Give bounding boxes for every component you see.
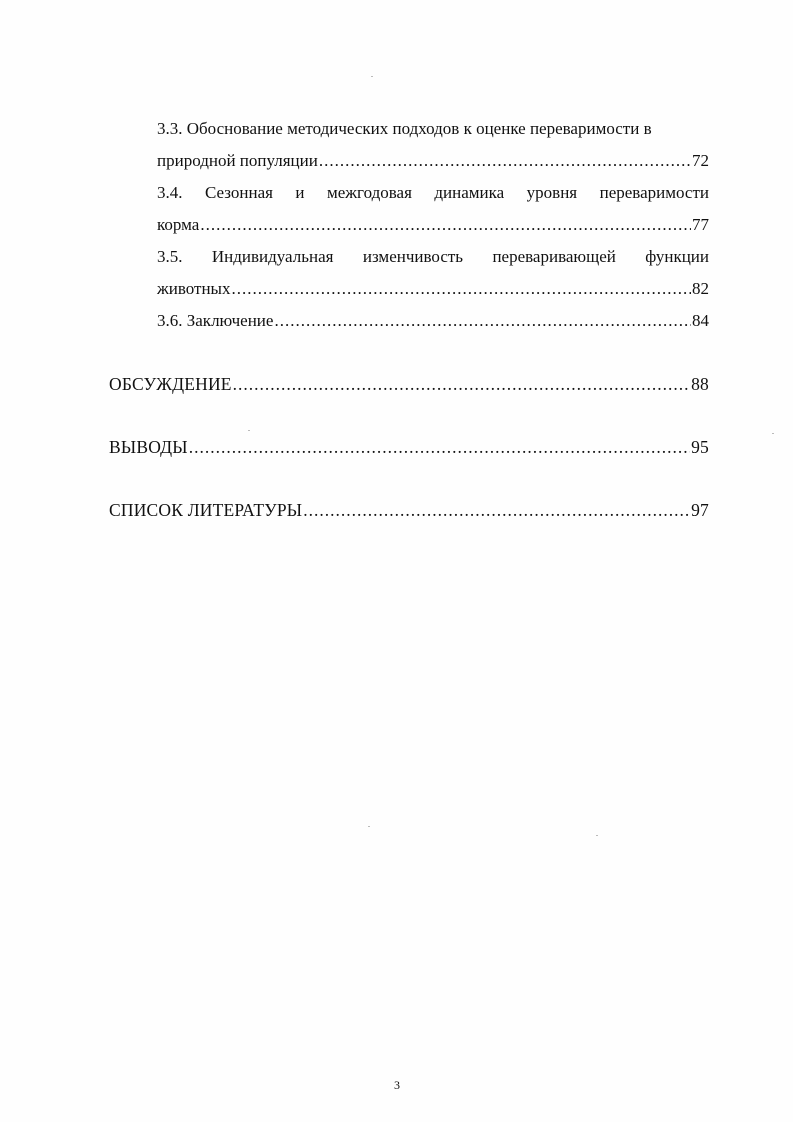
- toc-entry-3-5-line1: [157, 246, 709, 268]
- toc-entry-3-5-title-cont: животных: [157, 279, 231, 298]
- toc-entry-3-5-line2: [157, 278, 709, 300]
- toc-entry-3-3-title-cont: природной популяции: [157, 151, 318, 170]
- toc-entry-3-6-page: 84: [692, 311, 709, 330]
- toc-entry-3-5-page: 82: [692, 279, 709, 298]
- toc-entry-conclusions-page: 95: [691, 437, 709, 457]
- scan-speck: [371, 76, 373, 77]
- toc-leader-dots: [303, 499, 690, 521]
- toc-entry-conclusions-title: ВЫВОДЫ: [109, 437, 188, 457]
- toc-entry-conclusions: [109, 436, 709, 458]
- toc-word: изменчивость: [362, 247, 464, 266]
- scan-speck: [772, 433, 774, 434]
- toc-leader-dots: [274, 310, 691, 332]
- toc-entry-references-page: 97: [691, 500, 709, 520]
- toc-entry-3-6: [157, 310, 709, 332]
- toc-entry-3-6-title: 3.6. Заключение: [157, 311, 274, 330]
- toc-entry-3-4-line2: [157, 214, 709, 236]
- toc-word: уровня: [526, 183, 578, 202]
- toc-entry-3-3-title: 3.3. Обоснование методических подходов к оценке переваримости в: [157, 119, 652, 138]
- toc-word: Индивидуальная: [211, 247, 334, 266]
- toc-entry-discussion: [109, 373, 709, 395]
- toc-word: переваривающей: [492, 247, 616, 266]
- toc-entry-discussion-page: 88: [691, 374, 709, 394]
- page-number: 3: [394, 1078, 400, 1092]
- toc-word: переваримости: [599, 183, 709, 202]
- toc-leader-dots: [200, 214, 691, 236]
- toc-leader-dots: [189, 436, 690, 458]
- toc-word: функции: [645, 247, 709, 266]
- scan-speck: [368, 826, 370, 827]
- toc-word: и: [295, 183, 305, 202]
- toc-word: 3.5.: [157, 247, 183, 266]
- toc-entry-3-4-line1: [157, 182, 709, 204]
- toc-entry-references: [109, 499, 709, 521]
- toc-word: межгодовая: [327, 183, 412, 202]
- toc-entry-3-4-title-cont: корма: [157, 215, 200, 234]
- toc-entry-references-title: СПИСОК ЛИТЕРАТУРЫ: [109, 500, 303, 520]
- toc-entry-discussion-title: ОБСУЖДЕНИЕ: [109, 374, 232, 394]
- toc-entry-3-3-line1: [157, 118, 709, 140]
- toc-word: 3.4.: [157, 183, 183, 202]
- scan-speck: [596, 835, 598, 836]
- toc-entry-3-3-page: 72: [692, 151, 709, 170]
- toc-leader-dots: [233, 373, 690, 395]
- toc-word: динамика: [434, 183, 505, 202]
- toc-leader-dots: [319, 150, 691, 172]
- toc-leader-dots: [231, 278, 691, 300]
- scan-speck: [248, 430, 250, 431]
- toc-word: Сезонная: [204, 183, 273, 202]
- toc-entry-3-4-page: 77: [692, 215, 709, 234]
- toc-entry-3-3-line2: [157, 150, 709, 172]
